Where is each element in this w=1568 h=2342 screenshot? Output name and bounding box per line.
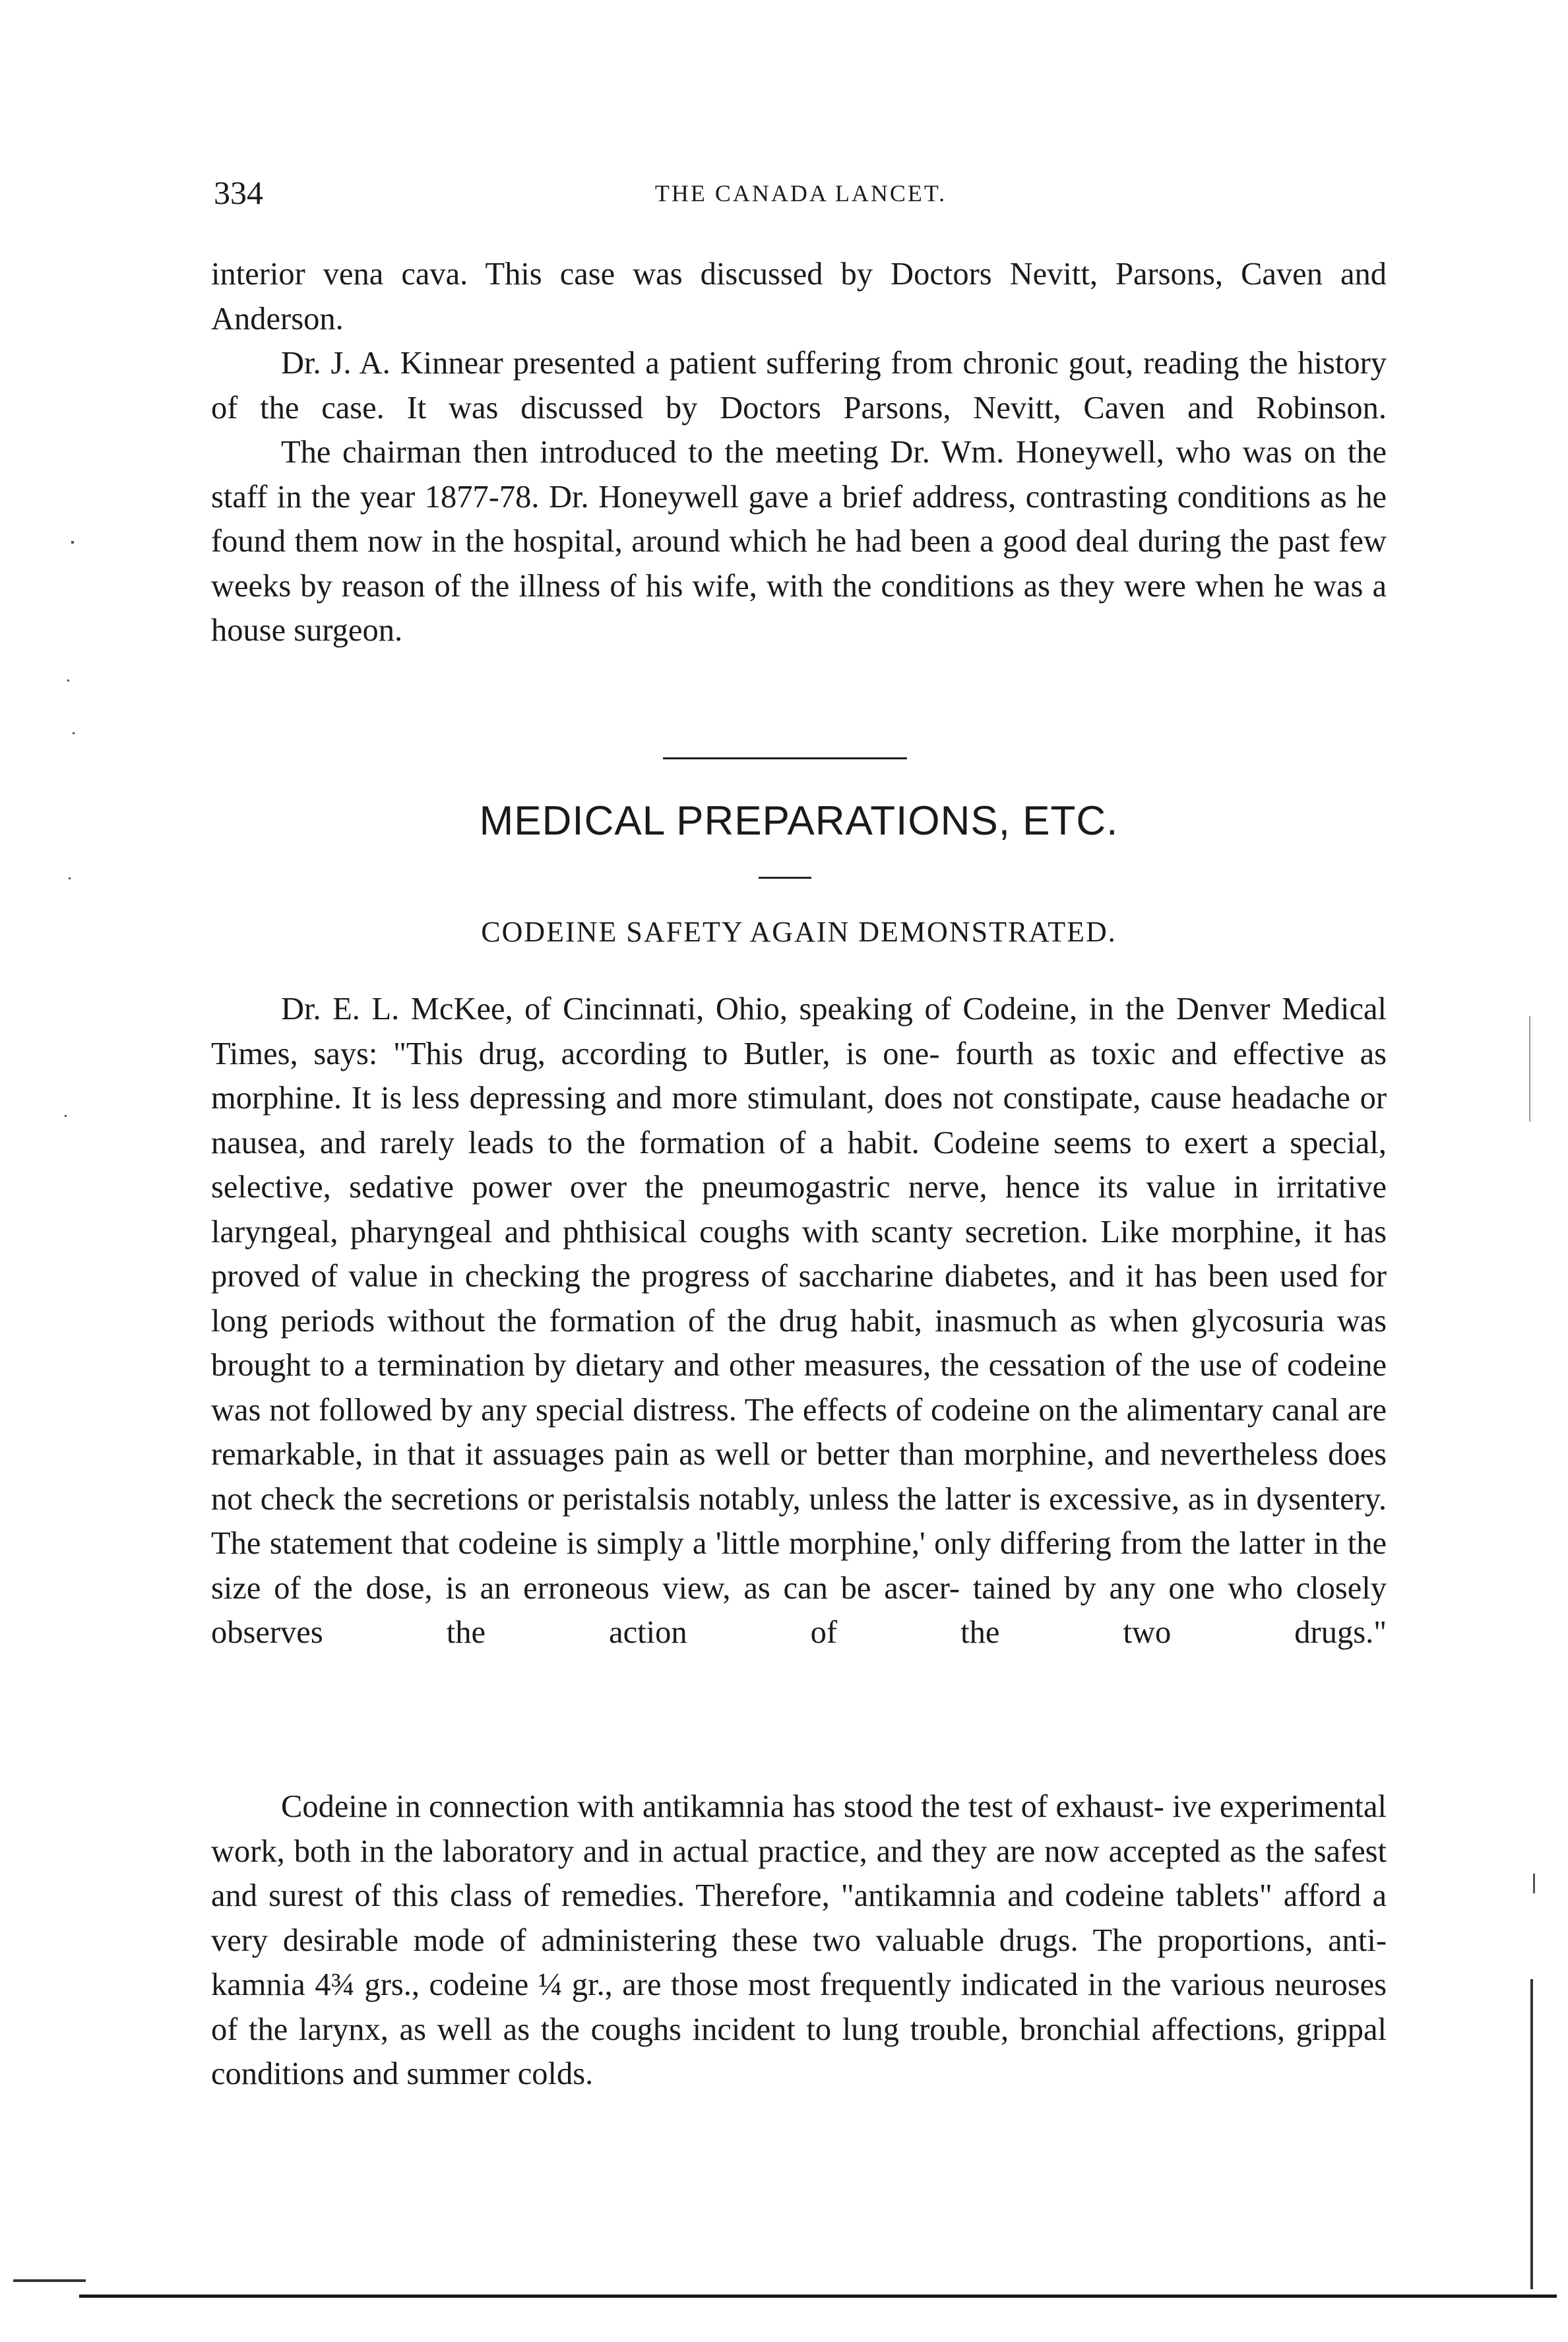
text-line: who was on the staff in the year 1877-78. Dr. Honeywell gave a brief	[211, 435, 1387, 515]
text-line: ive experimental work, both in the laboratory and in actual practice, and	[211, 1789, 1387, 1869]
text-line: Codeine in connection with antikamnia has stood the test of exhaust-	[281, 1789, 1164, 1824]
text-line: stimulant, does not constipate, cause headache or nausea, and rarely	[211, 1081, 1387, 1160]
scan-edge-line	[1530, 1979, 1533, 2289]
scan-speck	[73, 732, 75, 734]
minutes-text	[211, 252, 1387, 653]
scan-speck	[67, 680, 69, 681]
text-line: or peristalsis notably, unless the latter is excessive, as in dysentery. The	[211, 1481, 1387, 1561]
text-line: Therefore, "antikamnia and codeine tablets" afford a very desirable	[211, 1878, 1387, 1958]
title-divider	[759, 877, 811, 879]
text-line: formation of the drug habit, inasmuch as when glycosuria was brought	[211, 1303, 1387, 1383]
text-line: trouble, bronchial affections, grippal conditions and summer colds.	[211, 2011, 1387, 2091]
text-line: various neuroses of the larynx, as well as the coughs incident to lung	[211, 1967, 1387, 2047]
text-line: Dr. E. L. McKee, of Cincinnati, Ohio, speaking of Codeine, in the	[281, 992, 1176, 1027]
scan-speck	[69, 877, 71, 879]
scan-edge-line	[13, 2279, 86, 2282]
text-line: of saccharine diabetes, and it has been used for long periods without the	[211, 1259, 1387, 1339]
running-head	[214, 173, 1388, 219]
text-line: Nevitt, Caven and Robinson.	[973, 390, 1387, 426]
scan-speck	[1533, 1874, 1535, 1893]
page-number: 334	[214, 174, 263, 211]
paragraph-antikamnia	[211, 1785, 1387, 2097]
text-line: on the alimentary canal are remarkable, in that it assuages pain as well	[211, 1392, 1387, 1472]
scan-speck	[65, 1115, 67, 1117]
scan-bottom-edge	[79, 2295, 1557, 2298]
text-line: he was a house surgeon.	[211, 568, 1387, 648]
article-title: CODEINE SAFETY AGAIN DEMONSTRATED.	[481, 916, 1117, 948]
paragraph-kinnear	[211, 341, 1387, 430]
section-title: MEDICAL PREPARATIONS, ETC.	[479, 798, 1119, 844]
text-line: tained by any one who closely observes the action of the two drugs."	[211, 1570, 1387, 1650]
article-body	[211, 987, 1387, 1655]
text-line: in irritative laryngeal, pharyngeal and phthisical coughs with scanty	[211, 1170, 1387, 1250]
article-body-continued	[211, 1785, 1387, 2097]
text-line: The chairman then introduced to the meeting Dr. Wm. Honeywell,	[281, 435, 1176, 470]
scan-speck	[71, 541, 74, 544]
paragraph-mckee-quote	[211, 987, 1387, 1655]
text-line: to a termination by dietary and other measures, the cessation of the use	[319, 1348, 1251, 1383]
text-line: Dr. J. A. Kinnear presented a patient suffering from chronic gout,	[281, 346, 1143, 381]
text-line: the latter in the size of the dose, is an erroneous view, as can be ascer-	[211, 1526, 1387, 1606]
text-line: of codeine was not followed by any special distress. The effects of codeine	[211, 1348, 1387, 1428]
text-line: secretion. Like morphine, it has proved of value in checking the progress	[211, 1214, 1387, 1294]
text-line: statement that codeine is simply a 'little morphine,' only differing from	[269, 1526, 1191, 1561]
text-line: reading the history of the case. It was discussed by Doctors Parsons,	[211, 346, 1387, 426]
text-line: address, contrasting conditions as he found them now in the hospital,	[211, 479, 1387, 559]
running-title: THE CANADA LANCET.	[654, 180, 947, 206]
text-line: kamnia 4¾ grs., codeine ¼ gr., are those most frequently indicated in the	[211, 1967, 1171, 2002]
paragraph-case-discussion	[211, 252, 1387, 341]
text-line: reason of the illness of his wife, with the conditions as they were when	[341, 568, 1274, 604]
text-line: selective, sedative power over the pneumogastric nerve, hence its value	[211, 1170, 1234, 1205]
section-divider	[663, 757, 907, 759]
text-line: or better than morphine, and nevertheless does not check the secretions	[211, 1437, 1387, 1517]
text-line: interior vena cava. This case was discussed by Doctors Nevitt, Parsons,	[211, 257, 1241, 292]
text-line: fourth as toxic and effective as morphine. It is less depressing and more	[211, 1036, 1387, 1116]
text-line: around which he had been a good deal during the past few weeks by	[211, 524, 1387, 604]
text-line: Caven and Anderson.	[211, 257, 1387, 336]
paragraph-honeywell	[211, 430, 1387, 653]
text-line: Denver Medical Times, says: "This drug, according to Butler, is one-	[211, 992, 1387, 1071]
text-line: mode of administering these two valuable drugs. The proportions, anti-	[413, 1922, 1387, 1958]
text-line: they are now accepted as the safest and surest of this class of remedies.	[211, 1833, 1387, 1913]
text-line: leads to the formation of a habit. Codeine seems to exert a special,	[468, 1125, 1387, 1160]
scan-edge-line	[1529, 1016, 1530, 1122]
